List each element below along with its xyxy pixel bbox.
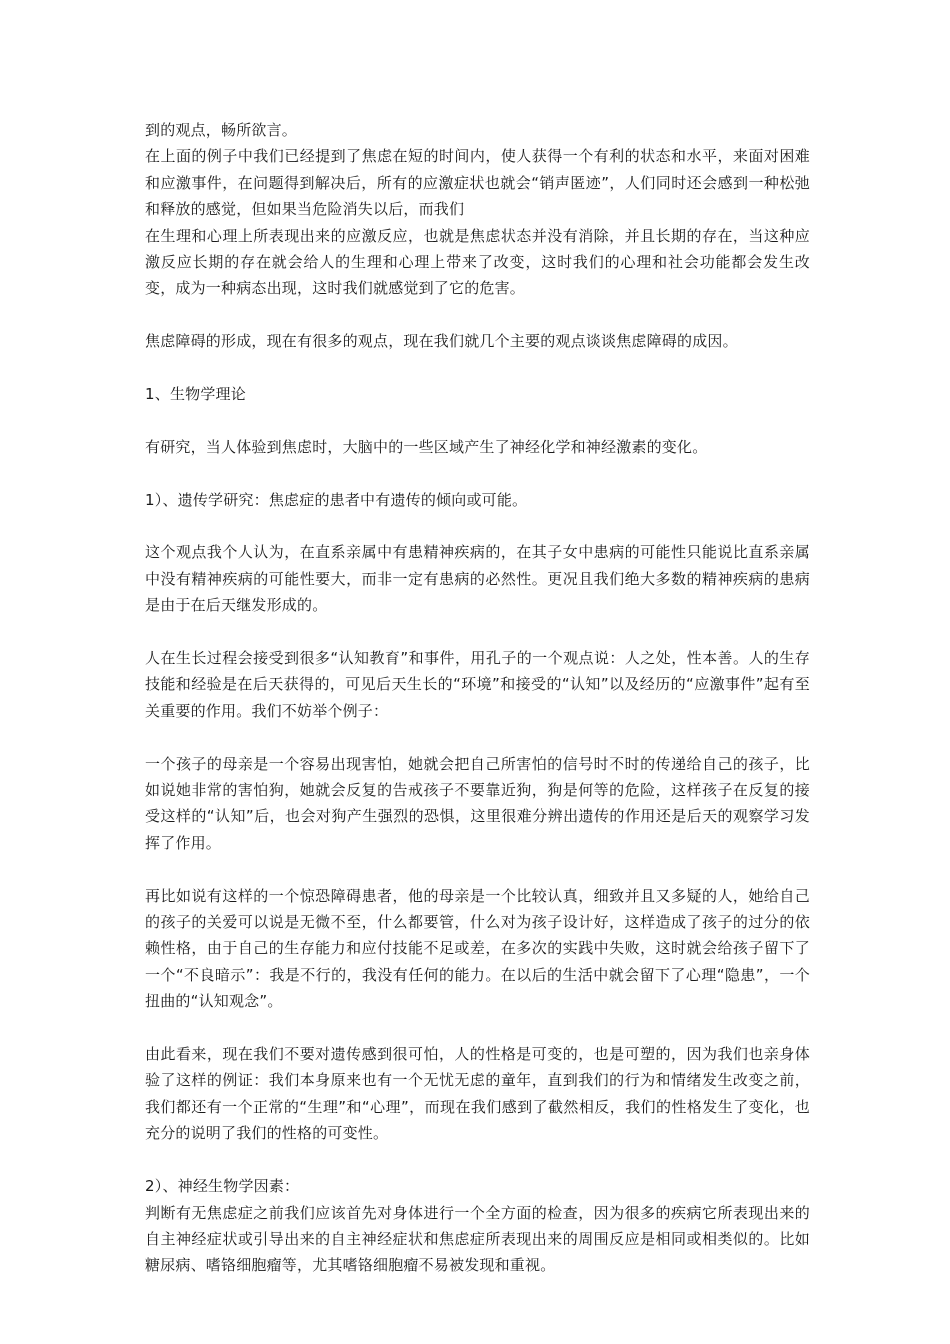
paragraph-physical-exam: 判断有无焦虑症之前我们应该首先对身体进行一个全方面的检查，因为很多的疾病它所表现出来的自主神经症状或引导出来的自主神经症状和焦虑症所表现出来的周围反应是相同或相类似的。比如糖尿病、嗜铬细胞瘤等，尤其嗜铬细胞瘤不易被发现和重视。 — [145, 1203, 810, 1275]
paragraph-spacer — [145, 355, 810, 381]
paragraph-spacer — [145, 460, 810, 486]
paragraph-personality-changeable: 由此看来，现在我们不要对遗传感到很可怕，人的性格是可变的，也是可塑的，因为我们也亲身体验了这样的例证：我们本身原来也有一个无忧无虑的童年，直到我们的行为和情绪发生改变之前，我们都还有一个正常的“生理”和“心理”，而现在我们感到了截然相反，我们的性格发生了变化，也充分的说明了我们的性格的可变性。 — [145, 1045, 810, 1143]
paragraph-stress-response: 在生理和心理上所表现出来的应激反应，也就是焦虑状态并没有消除，并且长期的存在，当这种应激反应长期的存在就会给人的生理和心理上带来了改变，这时我们的心理和社会功能都会发生改变，成为一种病态出现，这时我们就感觉到了它的危害。 — [145, 226, 810, 298]
paragraph-spacer — [145, 1147, 810, 1173]
paragraph-spacer — [145, 856, 810, 882]
paragraph-spacer — [145, 513, 810, 539]
paragraph-spacer — [145, 302, 810, 328]
paragraph-cognition-education: 人在生长过程会接受到很多“认知教育”和事件，用孔子的一个观点说：人之处，性本善。人的生存技能和经验是在后天获得的，可见后天生长的“环境”和接受的“认知”以及经历的“应激事件”起有至关重要的作用。我们不妨举个例子： — [145, 649, 810, 720]
section-heading-biology: 1、生物学理论 — [145, 385, 246, 404]
subsection-heading-neurobiology: 2）、神经生物学因素： — [145, 1177, 300, 1196]
document-body — [145, 117, 810, 1279]
paragraph-panic-example: 再比如说有这样的一个惊恐障碍患者，他的母亲是一个比较认真，细致并且又多疑的人，她给自己的孩子的关爱可以说是无微不至，什么都要管，什么对为孩子设计好，这样造成了孩子的过分的依赖性格，由于自己的生存能力和应付技能不足或差，在多次的实践中失败，这时就会给孩子留下了一个“不良暗示”：我是不行的，我没有任何的能力。在以后的生活中就会留下了心理“隐患”，一个扭曲的“认知观念”。 — [145, 886, 810, 1011]
paragraph-spacer — [145, 724, 810, 750]
paragraph-intro-tail: 到的观点，畅所欲言。 — [145, 121, 298, 139]
paragraph-spacer — [145, 407, 810, 433]
paragraph-spacer — [145, 1015, 810, 1041]
paragraph-spacer — [145, 619, 810, 645]
subsection-heading-genetics: 1）、遗传学研究：焦虑症的患者中有遗传的倾向或可能。 — [145, 490, 528, 509]
paragraph-genetics-opinion: 这个观点我个人认为，在直系亲属中有患精神疾病的，在其子女中患病的可能性只能说比直系亲属中没有精神疾病的可能性要大，而非一定有患病的必然性。更况且我们绝大多数的精神疾病的患病是由于在后天继发形成的。 — [145, 543, 810, 615]
paragraph-anxiety-example: 在上面的例子中我们已经提到了焦虑在短的时间内，使人获得一个有利的状态和水平，来面对困难和应激事件，在问题得到解决后，所有的应激症状也就会“销声匿迹”，人们同时还会感到一种松弛和释放的感觉，但如果当危险消失以后，而我们 — [145, 147, 810, 219]
paragraph-mother-example: 一个孩子的母亲是一个容易出现害怕，她就会把自己所害怕的信号时不时的传递给自己的孩子，比如说她非常的害怕狗，她就会反复的告戒孩子不要靠近狗，狗是何等的危险，这样孩子在反复的接受这样的“认知”后，也会对狗产生强烈的恐惧，这里很难分辨出遗传的作用还是后天的观察学习发挥了作用。 — [145, 754, 810, 852]
paragraph-causes-intro: 焦虑障碍的形成，现在有很多的观点，现在我们就几个主要的观点谈谈焦虑障碍的成因。 — [145, 332, 738, 351]
paragraph-brain-research: 有研究，当人体验到焦虑时，大脑中的一些区域产生了神经化学和神经激素的变化。 — [145, 437, 708, 456]
